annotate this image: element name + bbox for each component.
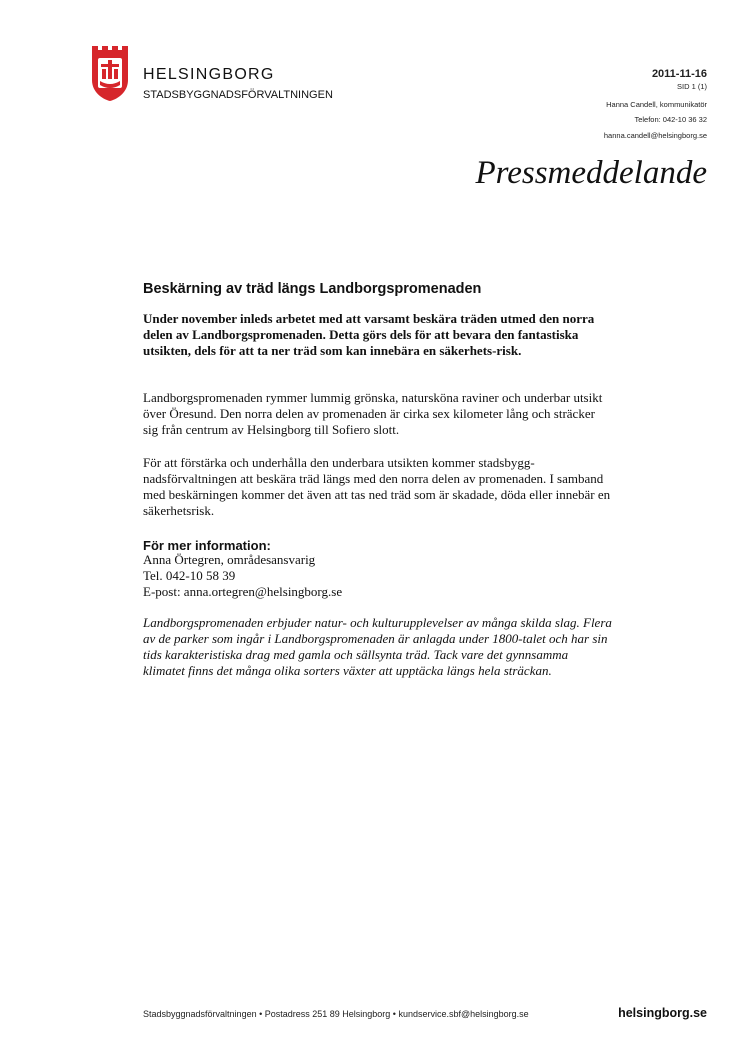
contact-email: hanna.candell@helsingborg.se — [603, 131, 707, 140]
contact-person: Hanna Candell, kommunikatör — [606, 100, 707, 109]
contact-phone: Telefon: 042-10 36 32 — [634, 115, 707, 124]
footer-website: helsingborg.se — [618, 1006, 707, 1020]
more-info-email: E-post: anna.ortegren@helsingborg.se — [143, 584, 343, 599]
more-info-phone: Tel. 042-10 58 39 — [143, 568, 236, 583]
department-name: STADSBYGGNADSFÖRVALTNINGEN — [143, 89, 333, 101]
footer-address: Stadsbyggnadsförvaltningen • Postadress 251 89 Helsingborg • kundservice.sbf@helsingborg.se — [143, 1009, 529, 1019]
article-lead: Under november inleds arbetet med att varsamt beskära träden utmed den norra delen av Landborgspromenaden. Detta görs dels för att bevara den fantastiska utsikten, dels för att ta ner träd som kan innebära en säkerhets-risk. — [143, 311, 595, 358]
helsingborg-coat-of-arms-logo — [90, 44, 130, 102]
closing-paragraph: Landborgspromenaden erbjuder natur- och kulturupplevelser av många skilda slag. Flera av de parker som ingår i Landborgspromenaden är anlagda under 1800-talet och har sin tids karakteristiska drag med gamla och sällsynta träd. Tack vare det gynnsamma klimatet finns det många olika sorters växter att upptäcka längs hela sträckan. — [143, 615, 612, 678]
page-number: SID 1 (1) — [676, 82, 707, 91]
article-paragraph-2: För att förstärka och underhålla den underbara utsikten kommer stadsbygg-nadsförvaltningen att beskära träd längs med den norra delen av promenaden. I samband med beskärningen kommer det även att tas ned träd som är skadade, döda eller innebär en säkerhetsrisk. — [143, 455, 611, 518]
article-paragraph-1: Landborgspromenaden rymmer lummig grönska, natursköna raviner och underbar utsikt över Öresund. Den norra delen av promenaden är cirka sex kilometer lång och sträcker sig från centrum av Helsingborg till Sofiero slott. — [143, 390, 603, 437]
more-info-name: Anna Örtegren, områdesansvarig — [143, 552, 316, 567]
document-date: 2011-11-16 — [651, 68, 707, 80]
document-type-title: Pressmeddelande — [475, 155, 707, 191]
organization-name: HELSINGBORG — [143, 66, 275, 83]
article-headline: Beskärning av träd längs Landborgspromenaden — [143, 281, 482, 297]
more-info-title: För mer information: — [143, 538, 271, 553]
